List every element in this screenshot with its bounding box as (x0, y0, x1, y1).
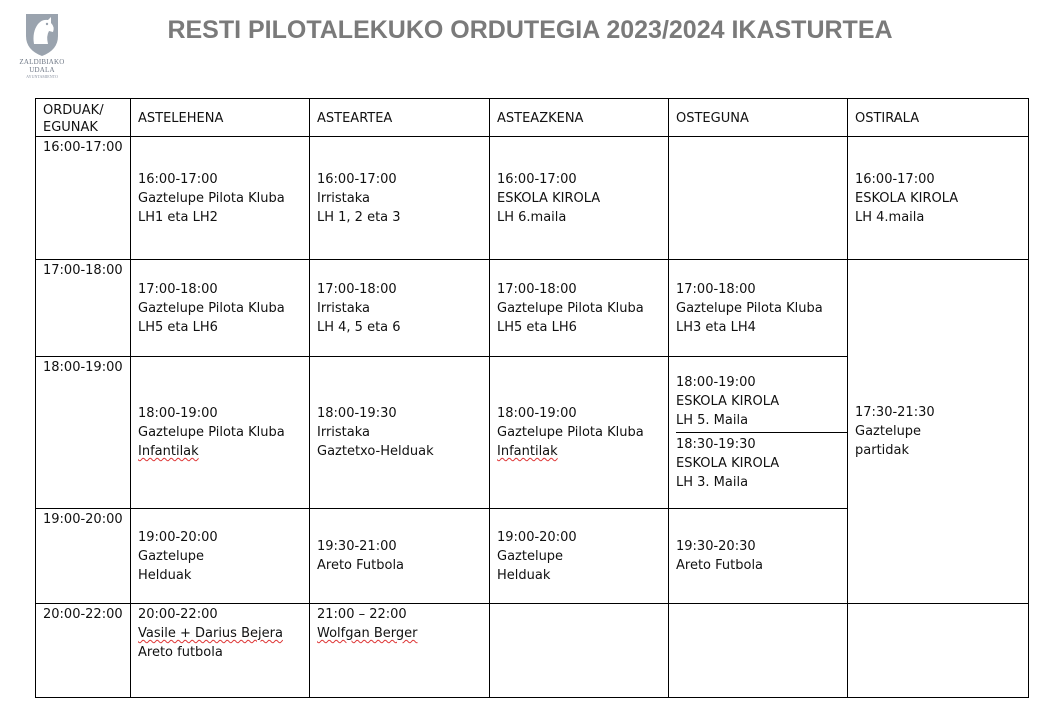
time-slot: 20:00-22:00 (36, 604, 131, 698)
cell-line: partidak (855, 443, 910, 458)
cell-line: 18:00-19:00 (497, 406, 577, 421)
cell-line (138, 442, 302, 461)
schedule-cell-empty (669, 137, 848, 260)
cell-line: 17:00-18:00 (138, 281, 218, 297)
cell-line: Irristaka (317, 425, 371, 440)
header-row (36, 99, 1029, 137)
cell-divider (676, 432, 847, 433)
cell-line: Gaztelupe Pilota Kluba (138, 425, 285, 440)
cell-line: Gaztetxo-Helduak (317, 444, 434, 459)
logo-line-3: AYUNTAMIENTO (26, 74, 58, 79)
time-slot: 17:00-18:00 (36, 260, 131, 357)
schedule-cell (310, 137, 490, 260)
table-row (36, 137, 1029, 260)
cell-line: Gaztelupe Pilota Kluba (497, 300, 644, 316)
schedule-cell (490, 509, 669, 604)
day-header-tuesday: ASTEARTEA (310, 99, 490, 137)
corner-line: ORDUAK/ (43, 102, 104, 118)
cell-line: ESKOLA KIROLA (676, 394, 780, 409)
cell-line: Areto Futbola (317, 558, 405, 573)
cell-line: Gaztelupe (138, 548, 205, 564)
cell-line: 21:00 – 22:00 (317, 607, 407, 622)
cell-line: 18:00-19:30 (317, 406, 397, 421)
schedule-table (35, 98, 1029, 698)
schedule-cell (490, 357, 669, 509)
cell-line: LH5 eta LH6 (138, 319, 218, 335)
cell-line: Gaztelupe Pilota Kluba (138, 300, 285, 316)
schedule-cell (490, 260, 669, 357)
spellcheck-word: Infantilak (138, 444, 199, 459)
schedule-cell-merged (848, 260, 1029, 604)
schedule-cell-split (669, 357, 848, 509)
schedule-cell (131, 137, 310, 260)
cell-line: LH 5. Maila (676, 413, 749, 428)
cell-line: 18:00-19:00 (138, 406, 218, 421)
cell-line: LH 4, 5 eta 6 (317, 319, 401, 335)
schedule-cell (131, 357, 310, 509)
cell-line: 20:00-22:00 (138, 607, 218, 622)
cell-line: Gaztelupe Pilota Kluba (138, 190, 285, 206)
schedule-cell (669, 260, 848, 357)
schedule-cell-empty (490, 604, 669, 698)
cell-line (138, 624, 302, 643)
day-header-friday: OSTIRALA (848, 99, 1029, 137)
cell-line: Gaztelupe Pilota Kluba (676, 300, 823, 316)
table-row (36, 260, 1029, 357)
municipality-logo (14, 10, 70, 79)
cell-line: LH 4.maila (855, 209, 925, 225)
cell-line: 17:00-18:00 (317, 281, 397, 297)
cell-line: ESKOLA KIROLA (497, 190, 601, 206)
corner-line: EGUNAK (43, 119, 98, 135)
cell-line: 16:00-17:00 (497, 171, 577, 187)
cell-line: 17:30-21:30 (855, 405, 935, 420)
spellcheck-word: Vasile + Darius Bejera (138, 626, 283, 641)
schedule-cell (848, 137, 1029, 260)
cell-line: ESKOLA KIROLA (676, 456, 780, 471)
corner-header (36, 99, 131, 137)
logo-line-2: UDALA (29, 66, 55, 74)
spellcheck-word: Wolfgan Berger (317, 626, 418, 641)
cell-line: LH3 eta LH4 (676, 319, 756, 335)
cell-line: 16:00-17:00 (855, 171, 935, 187)
cell-line: 19:00-20:00 (497, 529, 577, 545)
time-slot: 18:00-19:00 (36, 357, 131, 509)
cell-line: LH5 eta LH6 (497, 319, 577, 335)
cell-line: 19:30-21:00 (317, 539, 397, 554)
cell-line: ESKOLA KIROLA (855, 190, 959, 206)
schedule-cell (131, 260, 310, 357)
cell-line: LH 3. Maila (676, 475, 749, 490)
cell-line: 16:00-17:00 (317, 171, 397, 187)
horse-shield-icon (22, 10, 62, 58)
cell-line: LH 1, 2 eta 3 (317, 209, 401, 225)
cell-line: LH 6.maila (497, 209, 567, 225)
logo-line-1: ZALDIBIAKO (19, 58, 65, 66)
schedule-cell (310, 604, 490, 698)
cell-line (497, 442, 661, 461)
cell-line: Gaztelupe (855, 424, 922, 439)
day-header-thursday: OSTEGUNA (669, 99, 848, 137)
cell-line: Irristaka (317, 300, 371, 316)
cell-line: 16:00-17:00 (138, 171, 218, 187)
cell-line: Gaztelupe Pilota Kluba (497, 425, 644, 440)
split-cell (676, 373, 840, 492)
schedule-cell (131, 509, 310, 604)
day-header-monday: ASTELEHENA (131, 99, 310, 137)
cell-line: Helduak (138, 567, 192, 583)
schedule-cell (310, 357, 490, 509)
day-header-wednesday: ASTEAZKENA (490, 99, 669, 137)
cell-line: Areto Futbola (676, 558, 764, 573)
schedule-cell (310, 509, 490, 604)
cell-line: Gaztelupe (497, 548, 564, 564)
schedule-cell-empty (848, 604, 1029, 698)
cell-line: Helduak (497, 567, 551, 583)
cell-line (317, 624, 482, 643)
cell-line: 17:00-18:00 (497, 281, 577, 297)
cell-line: 18:30-19:30 (676, 437, 756, 452)
table-row (36, 604, 1029, 698)
cell-line: 19:30-20:30 (676, 539, 756, 554)
cell-line: Areto futbola (138, 645, 223, 660)
cell-line: LH1 eta LH2 (138, 209, 218, 225)
schedule-cell (669, 509, 848, 604)
cell-line: 19:00-20:00 (138, 529, 218, 545)
time-slot: 16:00-17:00 (36, 137, 131, 260)
time-slot: 19:00-20:00 (36, 509, 131, 604)
cell-line: Irristaka (317, 190, 371, 206)
schedule-cell (131, 604, 310, 698)
schedule-cell-empty (669, 604, 848, 698)
schedule-cell (310, 260, 490, 357)
cell-line: 17:00-18:00 (676, 281, 756, 297)
page-title: RESTI PILOTALEKUKO ORDUTEGIA 2023/2024 IKASTURTEA (167, 16, 893, 44)
schedule-cell (490, 137, 669, 260)
cell-line: 18:00-19:00 (676, 375, 756, 390)
spellcheck-word: Infantilak (497, 444, 558, 459)
